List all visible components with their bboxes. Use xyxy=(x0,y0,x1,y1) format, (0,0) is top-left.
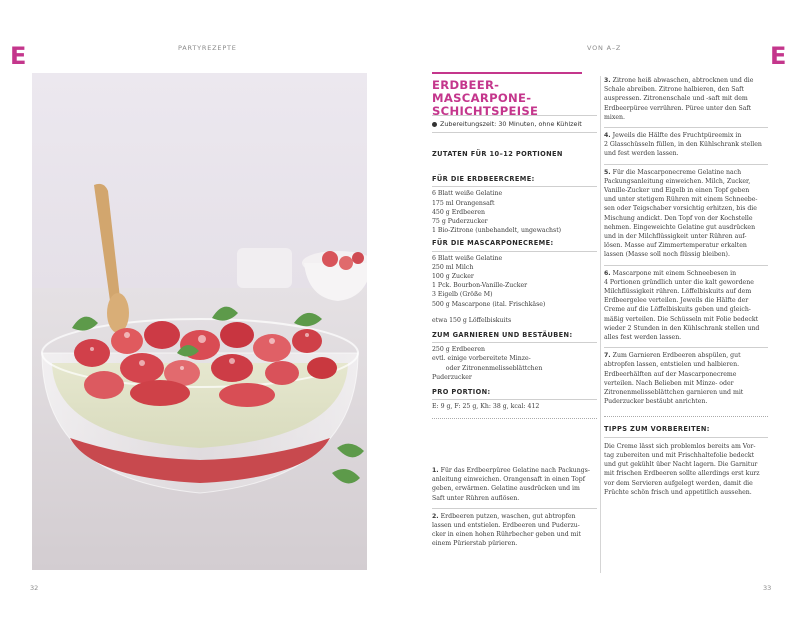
tips-line: tag zubereiten und mit Frischhaltefolie bedeckt xyxy=(604,451,755,459)
nutrition-info: E: 9 g, F: 25 g, Kh: 38 g, kcal: 412 xyxy=(432,403,540,411)
step-line: cker in einen hohen Rührbecher geben und mit xyxy=(432,531,581,539)
step-line: Puderzucker bestäubt anrichten. xyxy=(604,398,708,406)
step-line: Für das Erdbeerpüree Gelatine nach Packungs- xyxy=(440,467,590,474)
ingredient-item: etwa 150 g Löffelbiskuits xyxy=(432,316,512,324)
step-line: Für die Mascarponecreme Gelatine nach xyxy=(612,168,742,176)
step-line: Zitronenmelisseblättchen garnieren und mit xyxy=(604,389,744,397)
ingredient-item: 250 ml Milch xyxy=(432,263,474,271)
ingredient-item: 450 g Erdbeeren xyxy=(432,208,486,216)
step-line: Schale abreiben. Zitrone halbieren, den Saft xyxy=(604,86,744,94)
step-number: 5. xyxy=(604,168,611,176)
step-2 xyxy=(432,508,597,554)
step-line: auspressen. Zitronenschale und -saft mit dem xyxy=(604,95,748,103)
step-line: lassen und entstielen. Erdbeeren und Puderzu- xyxy=(432,522,580,530)
steps-right-column xyxy=(604,76,768,497)
ingredient-item: 100 g Zucker xyxy=(432,273,474,281)
step-line: Zitrone heiß abwaschen, abtrocknen und die xyxy=(612,77,754,84)
step-number: 2. xyxy=(432,512,439,520)
step-number: 6. xyxy=(604,269,611,277)
prep-time xyxy=(432,115,597,133)
running-header-left: PARTYREZEPTE xyxy=(178,44,237,52)
ingredient-item: 1 Bio-Zitrone (unbehandelt, ungewachst) xyxy=(432,227,562,235)
step-line: Creme auf die Löffelbiskuits geben und gleich- xyxy=(604,306,751,314)
step-line: Milchflüssigkeit rühren. Löffelbiskuits auf dem xyxy=(604,288,752,296)
step-line: und fest werden lassen. xyxy=(604,150,679,158)
tips-line: Früchte schön frisch und appetitlich aussehen. xyxy=(604,488,752,496)
tips-line: vor dem Servieren aufgelegt werden, damit die xyxy=(604,479,753,487)
ingredient-item: evtl. einige vorbereitete Minze- xyxy=(432,355,531,363)
tips-line: mit frischen Erdbeeren sollte allerdings erst kurz xyxy=(604,470,760,478)
step-number: 4. xyxy=(604,132,611,140)
step-line: Mascarpone mit einem Schneebesen in xyxy=(612,269,737,277)
step-number: 7. xyxy=(604,352,611,360)
step-6 xyxy=(604,265,768,348)
tips-line: Die Creme lässt sich problemlos bereits am Vor- xyxy=(604,442,756,450)
step-line: lassen (Masse soll noch flüssig bleiben). xyxy=(604,251,730,259)
step-5 xyxy=(604,164,768,265)
step-line: mäßig verteilen. Die Schüsseln mit Folie bedeckt xyxy=(604,315,759,323)
step-line: und in der Milchflüssigkeit unter Rühren auf- xyxy=(604,233,747,241)
ingredient-item: 250 g Erdbeeren xyxy=(432,346,486,354)
step-line: Erdbeeren putzen, waschen, gut abtropfen xyxy=(440,512,576,520)
step-line: Mischung andickt. Den Topf von der Kochstelle xyxy=(604,214,753,222)
ingredient-item: 75 g Puderzucker xyxy=(432,218,488,226)
ingredient-item: oder Zitronenmelisseblättchen xyxy=(432,364,543,372)
section-heading-erdbeercreme: FÜR DIE ERDBEERCREME: xyxy=(432,175,597,187)
clock-icon xyxy=(432,122,437,127)
recipe-photo xyxy=(32,73,367,570)
section-heading-mascarponecreme: FÜR DIE MASCARPONECREME: xyxy=(432,239,597,251)
step-line: und unter stetigem Rühren mit einem Schneebe- xyxy=(604,196,758,204)
step-line: verteilen. Nach Belieben mit Minze- oder xyxy=(604,379,734,387)
step-3 xyxy=(604,76,768,127)
step-line: Erdbeergelee verteilen. Jeweils die Hälfte der xyxy=(604,297,749,305)
tips-heading: TIPPS ZUM VORBEREITEN: xyxy=(604,425,768,438)
running-header-right: VON A–Z xyxy=(587,44,622,52)
step-1 xyxy=(432,466,597,508)
step-number: 1. xyxy=(432,467,439,474)
step-line: Vanille-Zucker und Eigelb in einen Topf geben xyxy=(604,187,750,195)
column-divider xyxy=(600,76,601,573)
step-line: mixen. xyxy=(604,113,625,121)
title-rule xyxy=(432,72,582,74)
step-line: 2 Glasschüsseln füllen, in den Kühlschrank stellen xyxy=(604,141,762,149)
section-letter-left: E xyxy=(10,42,27,70)
ingredients-column xyxy=(432,150,597,419)
portions-heading: ZUTATEN FÜR 10–12 PORTIONEN xyxy=(432,150,563,158)
step-line: lösen. Masse auf Zimmertemperatur erkalten xyxy=(604,242,747,250)
garnish-heading: ZUM GARNIEREN UND BESTÄUBEN: xyxy=(432,331,597,343)
step-line: Jeweils die Hälfte des Fruchtpüreemix in xyxy=(612,132,742,140)
step-line: sen oder Teigschaber vorsichtig erhitzen, bis die xyxy=(604,205,757,213)
step-line: Erdbeerpüree verrühren. Püree unter den Saft xyxy=(604,104,752,112)
recipe-title-line-1: ERDBEER-MASCARPONE- xyxy=(432,78,532,105)
ingredient-item: 500 g Mascarpone (ital. Frischkäse) xyxy=(432,300,546,308)
step-4 xyxy=(604,127,768,164)
step-line: geben, erwärmen. Gelatine ausdrücken und im xyxy=(432,485,580,493)
ingredient-item: 6 Blatt weiße Gelatine xyxy=(432,254,503,262)
recipe-title-line-2: SCHICHTSPEISE xyxy=(432,104,539,118)
step-line: einem Pürierstab pürieren. xyxy=(432,540,518,548)
step-number: 3. xyxy=(604,77,611,84)
step-7 xyxy=(604,347,768,411)
page-number-left: 32 xyxy=(30,584,39,592)
step-line: Packungsanleitung einweichen. Milch, Zucker, xyxy=(604,177,751,185)
step-line: alles fest werden lassen. xyxy=(604,334,682,342)
step-line: abtropfen lassen, entstielen und halbieren. xyxy=(604,361,740,369)
tips-line: und gut gekühlt über Nacht lagern. Die Garnitur xyxy=(604,461,758,469)
ingredient-item: 175 ml Orangensaft xyxy=(432,199,495,207)
ingredient-item: 1 Pck. Bourbon-Vanille-Zucker xyxy=(432,282,528,290)
ingredient-item: 3 Eigelb (Größe M) xyxy=(432,291,493,299)
step-line: 4 Portionen gründlich unter die kalt gewordene xyxy=(604,278,754,286)
step-line: wieder 2 Stunden in den Kühlschrank stellen und xyxy=(604,324,760,332)
step-line: anleitung einweichen. Orangensaft in einen Topf xyxy=(432,476,585,484)
step-line: Saft unter Rühren auflösen. xyxy=(432,494,520,502)
steps-left-column xyxy=(432,466,597,554)
recipe-title xyxy=(432,79,592,118)
prep-time-text: Zubereitungszeit: 30 Minuten, ohne Kühlzeit xyxy=(440,120,582,128)
ingredient-item: 6 Blatt weiße Gelatine xyxy=(432,190,503,198)
page-number-right: 33 xyxy=(763,584,772,592)
section-letter-right: E xyxy=(770,42,787,70)
step-line: nehmen. Eingeweichte Gelatine gut ausdrücken xyxy=(604,223,756,231)
step-line: Erdbeerhälften auf der Mascarponecreme xyxy=(604,370,737,378)
portion-heading: PRO PORTION: xyxy=(432,388,597,400)
step-line: Zum Garnieren Erdbeeren abspülen, gut xyxy=(612,352,741,360)
ingredient-item: Puderzucker xyxy=(432,373,472,381)
